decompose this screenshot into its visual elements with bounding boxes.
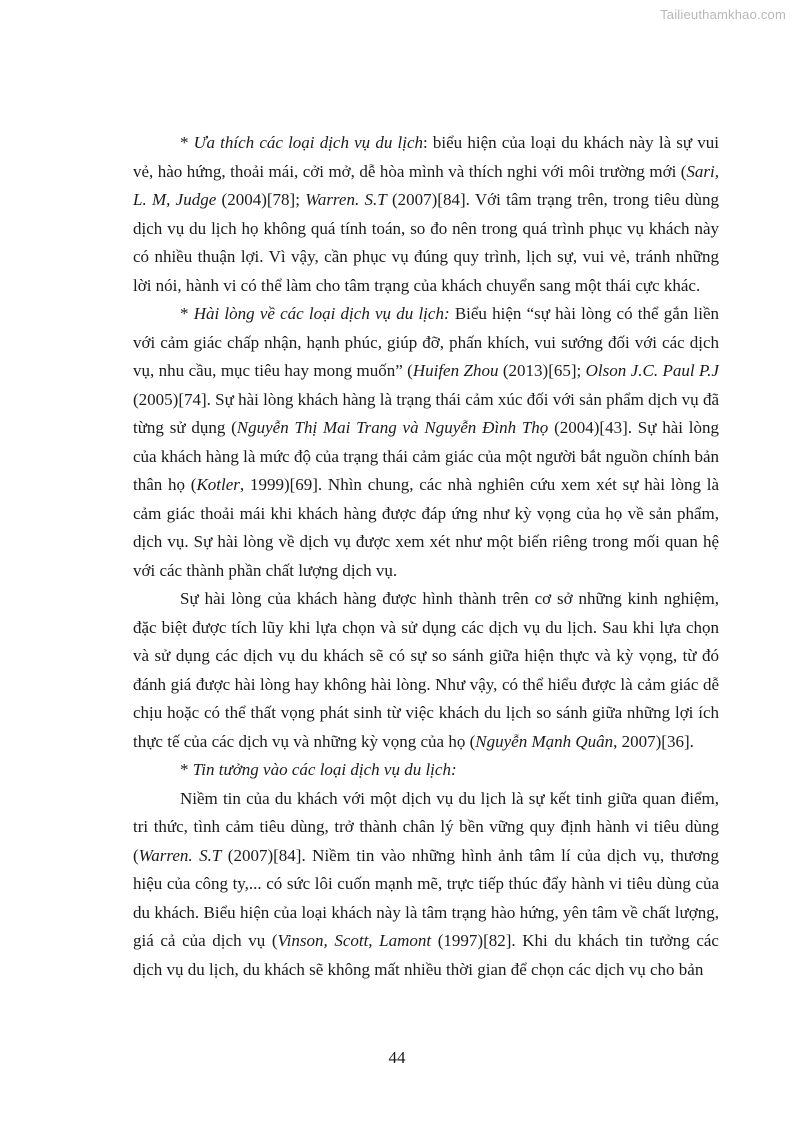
citation-author: Olson J.C. Paul P.J <box>585 361 719 380</box>
text-run: (2013)[65]; <box>498 361 586 380</box>
watermark: Tailieuthamkhao.com <box>660 7 786 22</box>
text-run: (2007)[84]. Với tâm trạng trên, trong tiêu dùng dịch vụ du lịch họ không quá tính toán, so đo nên trong quá trình phục vụ khách này có nhiều thuận lợi. Vì vậy, cần phục vụ đúng quy trình, lịch sự, vui vẻ, tránh những lời nói, hành vi có thể làm cho tâm trạng của khách chuyển sang một thái cực khác. <box>133 190 719 295</box>
paragraph-satisfaction-formation <box>133 585 719 756</box>
text-run: , 2007)[36]. <box>613 731 694 751</box>
text-run: Biểu hiện “sự hài lòng có thể gắn liền với cảm giác chấp nhận, hạnh phúc, giúp đỡ, phấn khích, vui sướng đối với các dịch vụ, nhu cầu, mục tiêu hay mong muốn” ( <box>133 304 720 380</box>
text-run: (1997)[82]. Khi du khách tin tưởng các dịch vụ du lịch, du khách sẽ không mất nhiều thời gian để chọn các dịch vụ cho bản <box>133 931 719 979</box>
section-heading: Ưa thích các loại dịch vụ du lịch <box>193 133 424 152</box>
body-text <box>133 129 719 984</box>
citation-author: Warren. S.T <box>138 845 222 865</box>
citation-author: Kotler <box>196 475 240 494</box>
paragraph-trust <box>133 785 719 985</box>
paragraph-preference <box>133 129 719 300</box>
page-number: 44 <box>388 1048 406 1067</box>
text-run: (2004)[78]; <box>216 190 306 209</box>
citation-author: Nguyễn Thị Mai Trang và Nguyễn Đình Thọ <box>236 418 549 437</box>
text-run: Sự hài lòng của khách hàng được hình thành trên cơ sở những kinh nghiệm, đặc biệt được tích lũy khi lựa chọn và sử dụng các dịch vụ du lịch. Sau khi lựa chọn và sử dụng các dịch vụ du khách sẽ có sự so sánh giữa hiện thực và kỳ vọng, từ đó đánh giá được hài lòng hay không hài lòng. Như vậy, có thể hiểu được là cảm giác dễ chịu hoặc có thể thất vọng phát sinh từ việc khách du lịch so sánh giữa những lợi ích thực tế của các dịch vụ và những kỳ vọng của họ ( <box>133 589 719 751</box>
section-heading: Tin tưởng vào các loại dịch vụ du lịch: <box>192 760 457 779</box>
paragraph-satisfaction <box>133 300 719 585</box>
citation-author: Vinson, Scott, Lamont <box>277 931 432 950</box>
text-run: , 1999)[69]. Nhìn chung, các nhà nghiên cứu xem xét sự hài lòng là cảm giác thoải mái khi khách hàng được đáp ứng như kỳ vọng của họ về sản phẩm, dịch vụ. Sự hài lòng về dịch vụ được xem xét như một biến riêng trong mối quan hệ với các thành phần chất lượng dịch vụ. <box>133 475 719 580</box>
text-run: : biểu hiện của loại du khách này là sự vui vẻ, hào hứng, thoải mái, cởi mở, dễ hòa mình và thích nghi với môi trường mới ( <box>133 133 719 181</box>
text-run: * <box>180 760 193 779</box>
citation-author: Sari, L. M, Judge <box>133 161 719 209</box>
text-run: Niềm tin của du khách với một dịch vụ du lịch là sự kết tinh giữa quan điểm, tri thức, tình cảm tiêu dùng, trở thành chân lý bền vững quy định hành vi tiêu dùng ( <box>133 788 719 865</box>
text-run: (2004)[43]. Sự hài lòng của khách hàng là mức độ của trạng thái cảm giác của một người bắt nguồn chính bản thân họ ( <box>133 418 719 494</box>
paragraph-trust-heading <box>133 756 719 785</box>
citation-author: Warren. S.T <box>305 190 387 209</box>
text-run: (2005)[74]. Sự hài lòng khách hàng là trạng thái cảm xúc đối với sản phẩm dịch vụ đã từng sử dụng ( <box>133 389 719 437</box>
citation-author: Huifen Zhou <box>412 361 499 380</box>
section-heading: Hài lòng về các loại dịch vụ du lịch: <box>193 304 450 323</box>
text-run: (2007)[84]. Niềm tin vào những hình ảnh tâm lí của dịch vụ, thương hiệu của công ty,... có sức lôi cuốn mạnh mẽ, trực tiếp thúc đẩy hành vi tiêu dùng của du khách. Biểu hiện của loại khách này là tâm trạng hào hứng, yên tâm về chất lượng, giá cả của dịch vụ ( <box>133 845 719 950</box>
text-run: * <box>180 304 194 323</box>
text-run: * <box>180 133 194 152</box>
citation-author: Nguyễn Mạnh Quân <box>475 731 614 751</box>
